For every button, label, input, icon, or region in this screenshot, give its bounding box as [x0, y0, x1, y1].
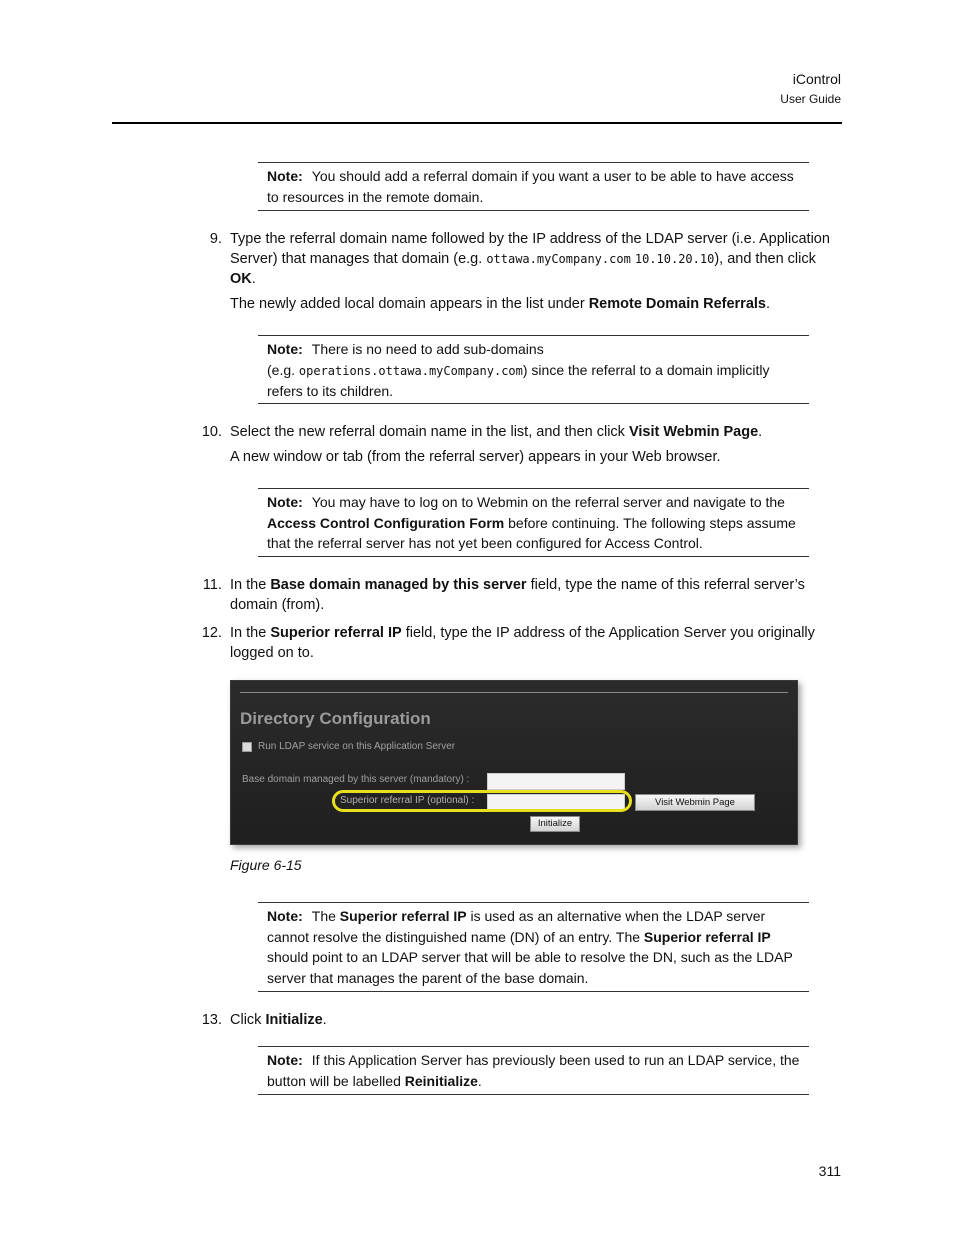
step-11	[190, 575, 842, 615]
figure-caption: Figure 6-15	[230, 857, 302, 873]
figure-divider	[240, 692, 788, 693]
note-sub-domains	[258, 335, 809, 404]
note-reinitialize	[258, 1046, 809, 1095]
step-13	[190, 1010, 842, 1030]
note-label: Note:	[267, 168, 303, 184]
step-number: 12.	[201, 625, 222, 641]
step-text: .	[758, 424, 763, 440]
step-10-result: A new window or tab (from the referral server) appears in your Web browser.	[230, 449, 721, 465]
base-domain-input[interactable]	[487, 773, 625, 790]
highlight-ring	[332, 790, 632, 812]
step-text: In the	[230, 625, 271, 641]
note-text: .	[477, 1072, 482, 1089]
note-text: before continuing. The following steps assume that the referral server has not yet been configured for Access Control.	[267, 514, 796, 551]
note-superior-referral	[258, 902, 809, 992]
initialize-label: Initialize	[265, 1012, 323, 1028]
note-label: Note:	[267, 1052, 303, 1068]
note-text: The	[311, 908, 340, 924]
step-text: field, type the name of this referral server’s domain (from).	[230, 577, 805, 613]
step-text: In the	[230, 577, 271, 593]
visit-webmin-button[interactable]: Visit Webmin Page	[635, 794, 755, 811]
note-label: Note:	[267, 341, 303, 357]
superior-referral-label: Superior referral IP	[339, 908, 467, 924]
step-number: 10.	[201, 424, 222, 440]
para-text: The newly added local domain appears in the list under	[230, 296, 589, 312]
header-title: iControl	[792, 71, 841, 87]
step-text: field, type the IP address of the Application Server you originally logged on to.	[230, 625, 815, 661]
initialize-button[interactable]: Initialize	[530, 816, 580, 832]
note-text: (e.g.	[267, 361, 299, 378]
step-9-result	[230, 294, 842, 314]
figure-title: Directory Configuration	[240, 709, 431, 728]
remote-domain-referrals-label: Remote Domain Referrals	[588, 296, 766, 312]
step-text: .	[251, 271, 256, 287]
step-12	[190, 623, 842, 663]
step-text: ), and then click	[714, 251, 816, 267]
code-ip: 10.10.20.10	[634, 252, 715, 266]
directory-configuration-screenshot	[230, 680, 798, 845]
superior-ip-field-label: Superior referral IP (optional) :	[340, 795, 475, 806]
step-text: Select the new referral domain name in the list, and then click	[230, 424, 629, 440]
access-control-form-label: Access Control Configuration Form	[267, 514, 505, 531]
step-text: Click	[230, 1012, 266, 1028]
step-10	[190, 422, 842, 442]
note-text: should point to an LDAP server that will be able to resolve the DN, such as the LDAP server that manages the parent of the base domain.	[267, 949, 793, 986]
superior-referral-label: Superior referral IP	[643, 928, 771, 945]
note-text: You may have to log on to Webmin on the referral server and navigate to the	[311, 494, 785, 510]
base-domain-field-label: Base domain managed by this server (mandatory) :	[242, 774, 470, 785]
page-number: 311	[818, 1163, 841, 1179]
visit-webmin-label: Visit Webmin Page	[628, 424, 759, 440]
step-text: .	[322, 1012, 327, 1028]
note-label: Note:	[267, 494, 303, 510]
note-text: is used as an alternative when the LDAP server cannot resolve the distinguished name (DN) of an entry. The	[267, 908, 766, 945]
note-text: There is no need to add sub-domains	[311, 341, 544, 357]
ok-label: OK	[230, 271, 252, 287]
header-subtitle: User Guide	[780, 92, 841, 106]
note-text: You should add a referral domain if you want a user to be able to have access to resources in the remote domain.	[267, 168, 794, 205]
note-text: ) since the referral to a domain implicitly refers to its children.	[267, 361, 770, 399]
superior-referral-label: Superior referral IP	[270, 625, 402, 641]
run-ldap-label: Run LDAP service on this Application Server	[258, 741, 456, 752]
note-label: Note:	[267, 908, 303, 924]
base-domain-label: Base domain managed by this server	[270, 577, 527, 593]
note-referral-domain	[258, 162, 809, 211]
step-number: 11.	[202, 577, 222, 593]
code-domain: ottawa.myCompany.com	[486, 252, 631, 266]
run-ldap-checkbox[interactable]	[242, 742, 252, 752]
step-text: Type the referral domain name followed by the IP address of the LDAP server (i.e. Application Server) that manages that domain (e.g.	[230, 231, 830, 267]
header-rule	[112, 122, 842, 124]
step-9	[190, 229, 842, 289]
reinitialize-label: Reinitialize	[404, 1072, 478, 1089]
para-text: .	[765, 296, 771, 312]
step-number: 9.	[209, 231, 222, 247]
code-subdomain: operations.ottawa.myCompany.com	[298, 363, 523, 378]
step-number: 13.	[201, 1012, 222, 1028]
note-text: If this Application Server has previously been used to run an LDAP service, the button will be labelled	[267, 1052, 800, 1089]
note-webmin-login	[258, 488, 809, 557]
